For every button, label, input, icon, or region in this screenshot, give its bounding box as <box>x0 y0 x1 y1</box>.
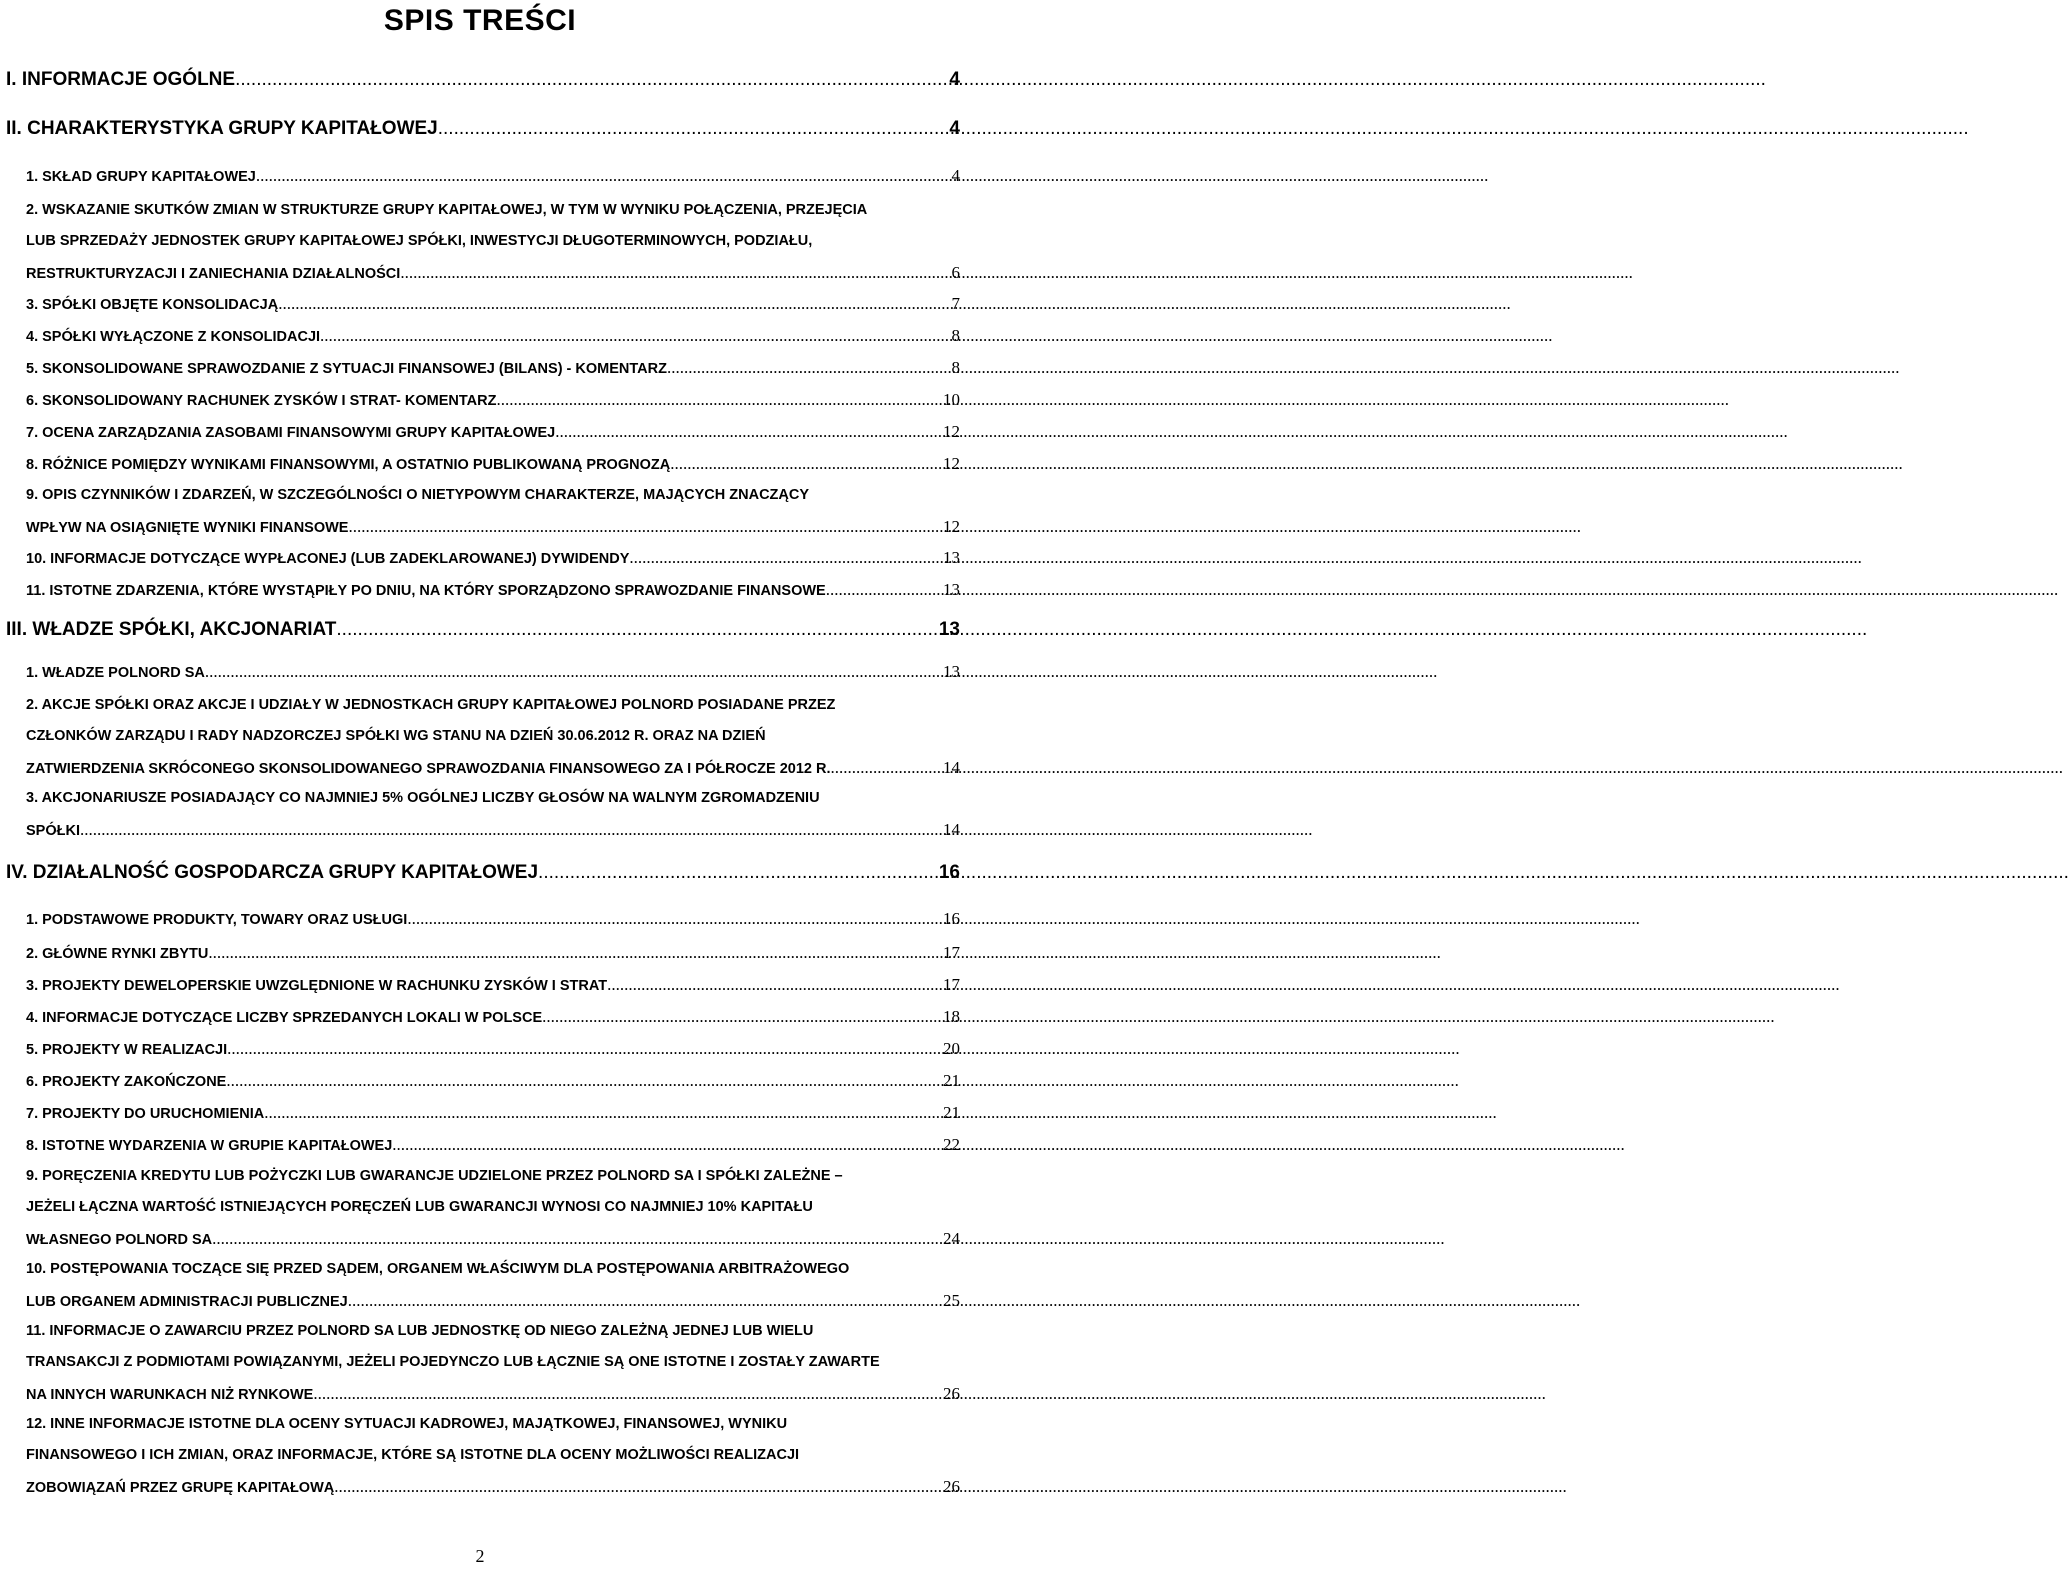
toc-dot-leader <box>208 937 942 969</box>
toc-entry[interactable] <box>26 783 960 845</box>
toc-dot-leader <box>212 1223 942 1254</box>
toc-entry-text: 1. SKŁAD GRUPY KAPITAŁOWEJ <box>26 169 256 185</box>
toc-entry-text: 2. GŁÓWNE RYNKI ZBYTU <box>26 946 209 962</box>
toc-entry-text: I. INFORMACJE OGÓLNE <box>6 69 236 90</box>
toc-entry[interactable] <box>26 690 960 783</box>
toc-page-number: 13 <box>938 619 960 640</box>
toc-page-number: 17 <box>943 943 960 962</box>
toc-entry-text: JEŻELI ŁĄCZNA WARTOŚĆ ISTNIEJĄCYCH PORĘCZEŃ LUB GWARANCJI WYNOSI CO NAJMNIEJ 10% KAPITAŁU <box>26 1199 813 1215</box>
toc-entry-text: 6. PROJEKTY ZAKOŃCZONE <box>26 1074 227 1090</box>
toc-dot-leader <box>264 1097 942 1129</box>
toc-page-number: 16 <box>938 862 960 883</box>
toc-page-number: 4 <box>949 69 960 90</box>
toc-dot-leader <box>392 1129 942 1161</box>
toc-page-number: 12 <box>943 454 960 473</box>
toc-entry[interactable] <box>26 542 960 574</box>
toc-entry-text: 10. INFORMACJE DOTYCZĄCE WYPŁACONEJ (LUB ZADEKLAROWANEJ) DYWIDENDY <box>26 551 630 567</box>
toc-entry-text: LUB ORGANEM ADMINISTRACJI PUBLICZNEJ <box>26 1294 348 1310</box>
toc-page-number: 8 <box>951 358 960 377</box>
toc-page-number: 4 <box>951 166 960 185</box>
toc-page-number: 17 <box>943 975 960 994</box>
toc-entry-text: 7. PROJEKTY DO URUCHOMIENIA <box>26 1106 265 1122</box>
toc-entry-text: 9. OPIS CZYNNIKÓW I ZDARZEŃ, W SZCZEGÓLNOŚCI O NIETYPOWYM CHARAKTERZE, MAJĄCYCH ZNACZĄCY <box>26 487 810 503</box>
toc-page-number: 18 <box>943 1007 960 1026</box>
toc-entry-text: 3. AKCJONARIUSZE POSIADAJĄCY CO NAJMNIEJ 5% OGÓLNEJ LICZBY GŁOSÓW NA WALNYM ZGROMADZENIU <box>26 790 820 806</box>
toc-entry[interactable] <box>26 1033 960 1065</box>
toc-entry[interactable] <box>26 1161 960 1254</box>
toc-entry[interactable] <box>26 480 960 542</box>
toc-entry-text: 5. SKONSOLIDOWANE SPRAWOZDANIE Z SYTUACJI FINANSOWEJ (BILANS) - KOMENTARZ <box>26 361 667 377</box>
toc-page-number: 8 <box>951 326 960 345</box>
toc-dot-leader <box>555 416 942 448</box>
page-number: 2 <box>475 1546 485 1566</box>
toc-dot-leader <box>227 1033 942 1065</box>
toc-entry-chapter-1[interactable] <box>6 58 960 101</box>
toc-page-number: 7 <box>951 294 960 313</box>
toc-dot-leader <box>831 752 942 783</box>
page-title: SPIS TREŚCI <box>383 4 577 37</box>
toc-dot-leader <box>226 1065 942 1097</box>
toc-page-number: 21 <box>943 1071 960 1090</box>
toc-page-number: 21 <box>943 1103 960 1122</box>
toc-entry[interactable] <box>26 1097 960 1129</box>
toc-page-number: 12 <box>943 422 960 441</box>
toc-dot-leader <box>313 1378 942 1409</box>
toc-entry[interactable] <box>26 1001 960 1033</box>
toc-page-number: 13 <box>943 662 960 681</box>
toc-entry-text: 11. INFORMACJE O ZAWARCIU PRZEZ POLNORD SA LUB JEDNOSTKĘ OD NIEGO ZALEŻNĄ JEDNEJ LUB WIELU <box>26 1323 814 1339</box>
table-of-contents <box>6 58 960 1502</box>
toc-entry[interactable] <box>26 416 960 448</box>
toc-page-number: 20 <box>943 1039 960 1058</box>
toc-entry-chapter-2[interactable] <box>6 101 960 157</box>
toc-entry-text: II. CHARAKTERYSTYKA GRUPY KAPITAŁOWEJ <box>6 118 438 139</box>
toc-entry-chapter-4[interactable] <box>6 845 960 901</box>
toc-entry-text: 8. ISTOTNE WYDARZENIA W GRUPIE KAPITAŁOWEJ <box>26 1138 393 1154</box>
toc-entry-text: FINANSOWEGO I ICH ZMIAN, ORAZ INFORMACJE, KTÓRE SĄ ISTOTNE DLA OCENY MOŻLIWOŚCI REALIZACJI <box>26 1447 800 1463</box>
toc-page-number: 12 <box>943 517 960 536</box>
toc-dot-leader <box>336 606 937 654</box>
toc-entry[interactable] <box>26 384 960 416</box>
toc-entry-text: III. WŁADZE SPÓŁKI, AKCJONARIAT <box>6 619 337 640</box>
toc-entry[interactable] <box>26 448 960 480</box>
toc-dot-leader <box>607 969 942 1001</box>
toc-dot-leader <box>205 654 942 690</box>
toc-page-number: 22 <box>943 1135 960 1154</box>
toc-page-number: 10 <box>943 390 960 409</box>
toc-page-number: 25 <box>943 1291 960 1310</box>
toc-entry[interactable] <box>26 195 960 288</box>
toc-page-number: 16 <box>943 909 960 928</box>
toc-entry-text: 3. SPÓŁKI OBJĘTE KONSOLIDACJĄ <box>26 297 279 313</box>
toc-entry[interactable] <box>26 352 960 384</box>
toc-entry-text: ZOBOWIĄZAŃ PRZEZ GRUPĘ KAPITAŁOWĄ <box>26 1480 335 1496</box>
toc-dot-leader <box>235 58 948 101</box>
toc-page-number: 4 <box>949 118 960 139</box>
toc-entry[interactable] <box>26 157 960 195</box>
toc-entry[interactable] <box>26 1254 960 1316</box>
toc-dot-leader <box>400 257 950 288</box>
toc-entry[interactable] <box>26 969 960 1001</box>
toc-dot-leader <box>438 101 949 157</box>
toc-entry[interactable] <box>26 1316 960 1409</box>
toc-dot-leader <box>542 1001 942 1033</box>
toc-page-number: 14 <box>943 820 960 839</box>
toc-dot-leader <box>80 814 942 845</box>
toc-entry-text: 2. AKCJE SPÓŁKI ORAZ AKCJE I UDZIAŁY W JEDNOSTKACH GRUPY KAPITAŁOWEJ POLNORD POSIADANE PRZEZ <box>26 697 836 713</box>
toc-entry-text: WPŁYW NA OSIĄGNIĘTE WYNIKI FINANSOWE <box>26 520 349 536</box>
toc-dot-leader <box>667 352 951 384</box>
toc-page-number: 13 <box>943 580 960 599</box>
toc-entry-text: NA INNYCH WARUNKACH NIŻ RYNKOWE <box>26 1387 314 1403</box>
toc-entry-text: LUB SPRZEDAŻY JEDNOSTEK GRUPY KAPITAŁOWEJ SPÓŁKI, INWESTYCJI DŁUGOTERMINOWYCH, PODZIAŁU, <box>26 233 813 249</box>
toc-entry-text: 2. WSKAZANIE SKUTKÓW ZMIAN W STRUKTURZE GRUPY KAPITAŁOWEJ, W TYM W WYNIKU POŁĄCZENIA, PRZEJĘCIA <box>26 202 868 218</box>
toc-entry-chapter-3[interactable] <box>6 606 960 654</box>
toc-dot-leader <box>407 901 942 937</box>
toc-page-number: 14 <box>943 758 960 777</box>
toc-entry-text: 6. SKONSOLIDOWANY RACHUNEK ZYSKÓW I STRAT- KOMENTARZ <box>26 393 497 409</box>
toc-entry-text: 12. INNE INFORMACJE ISTOTNE DLA OCENY SYTUACJI KADROWEJ, MAJĄTKOWEJ, FINANSOWEJ, WYNIKU <box>26 1416 788 1432</box>
toc-entry-text: 1. WŁADZE POLNORD SA <box>26 665 205 681</box>
toc-entry-text: WŁASNEGO POLNORD SA <box>26 1232 213 1248</box>
toc-dot-leader <box>538 845 938 901</box>
toc-entry[interactable] <box>26 901 960 937</box>
toc-page-number: 26 <box>943 1384 960 1403</box>
toc-entry[interactable] <box>26 574 960 606</box>
toc-entry-text: TRANSAKCJI Z PODMIOTAMI POWIĄZANYMI, JEŻELI POJEDYNCZO LUB ŁĄCZNIE SĄ ONE ISTOTNE I ZOSTAŁY ZAWARTE <box>26 1354 880 1370</box>
toc-entry-text: 10. POSTĘPOWANIA TOCZĄCE SIĘ PRZED SĄDEM, ORGANEM WŁAŚCIWYM DLA POSTĘPOWANIA ARBITRAŻOWEGO <box>26 1261 850 1277</box>
toc-entry-text: 4. INFORMACJE DOTYCZĄCE LICZBY SPRZEDANYCH LOKALI W POLSCE <box>26 1010 543 1026</box>
toc-entry[interactable] <box>26 654 960 690</box>
toc-entry-text: SPÓŁKI <box>26 823 80 839</box>
toc-page-number: 6 <box>951 263 960 282</box>
toc-dot-leader <box>348 511 942 542</box>
toc-dot-leader <box>256 157 951 195</box>
toc-entry-text: ZATWIERDZENIA SKRÓCONEGO SKONSOLIDOWANEGO SPRAWOZDANIA FINANSOWEGO ZA I PÓŁROCZE 2012 R. <box>26 761 831 777</box>
toc-entry-text: 11. ISTOTNE ZDARZENIA, KTÓRE WYSTĄPIŁY PO DNIU, NA KTÓRY SPORZĄDZONO SPRAWOZDANIE FINANSOWE <box>26 583 826 599</box>
toc-dot-leader <box>348 1285 942 1316</box>
toc-entry[interactable] <box>26 320 960 352</box>
toc-entry[interactable] <box>26 937 960 969</box>
toc-dot-leader <box>320 320 950 352</box>
toc-entry[interactable] <box>26 288 960 320</box>
toc-entry[interactable] <box>26 1129 960 1161</box>
toc-dot-leader <box>496 384 942 416</box>
toc-page-number: 24 <box>943 1229 960 1248</box>
toc-entry-text: IV. DZIAŁALNOŚĆ GOSPODARCZA GRUPY KAPITAŁOWEJ <box>6 862 539 883</box>
toc-entry-text: 9. PORĘCZENIA KREDYTU LUB POŻYCZKI LUB GWARANCJE UDZIELONE PRZEZ POLNORD SA I SPÓŁKI ZALEŻNE – <box>26 1168 843 1184</box>
toc-entry-text: 7. OCENA ZARZĄDZANIA ZASOBAMI FINANSOWYMI GRUPY KAPITAŁOWEJ <box>26 425 556 441</box>
toc-page-number: 13 <box>943 548 960 567</box>
toc-dot-leader <box>278 288 950 320</box>
toc-entry-text: 8. RÓŻNICE POMIĘDZY WYNIKAMI FINANSOWYMI, A OSTATNIO PUBLIKOWANĄ PROGNOZĄ <box>26 457 671 473</box>
toc-entry-text: RESTRUKTURYZACJI I ZANIECHANIA DZIAŁALNOŚCI <box>26 266 401 282</box>
toc-entry-text: 1. PODSTAWOWE PRODUKTY, TOWARY ORAZ USŁUGI <box>26 912 408 928</box>
toc-dot-leader <box>334 1471 942 1502</box>
toc-entry-text: 5. PROJEKTY W REALIZACJI <box>26 1042 228 1058</box>
toc-entry[interactable] <box>26 1065 960 1097</box>
toc-page-number: 26 <box>943 1477 960 1496</box>
toc-entry-text: 3. PROJEKTY DEWELOPERSKIE UWZGLĘDNIONE W RACHUNKU ZYSKÓW I STRAT <box>26 978 608 994</box>
toc-dot-leader <box>670 448 942 480</box>
toc-entry[interactable] <box>26 1409 960 1502</box>
toc-entry-text: 4. SPÓŁKI WYŁĄCZONE Z KONSOLIDACJI <box>26 329 321 345</box>
toc-entry-text: CZŁONKÓW ZARZĄDU I RADY NADZORCZEJ SPÓŁKI WG STANU NA DZIEŃ 30.06.2012 R. ORAZ NA DZIEŃ <box>26 728 766 744</box>
toc-dot-leader <box>629 542 942 574</box>
toc-dot-leader <box>826 574 942 606</box>
